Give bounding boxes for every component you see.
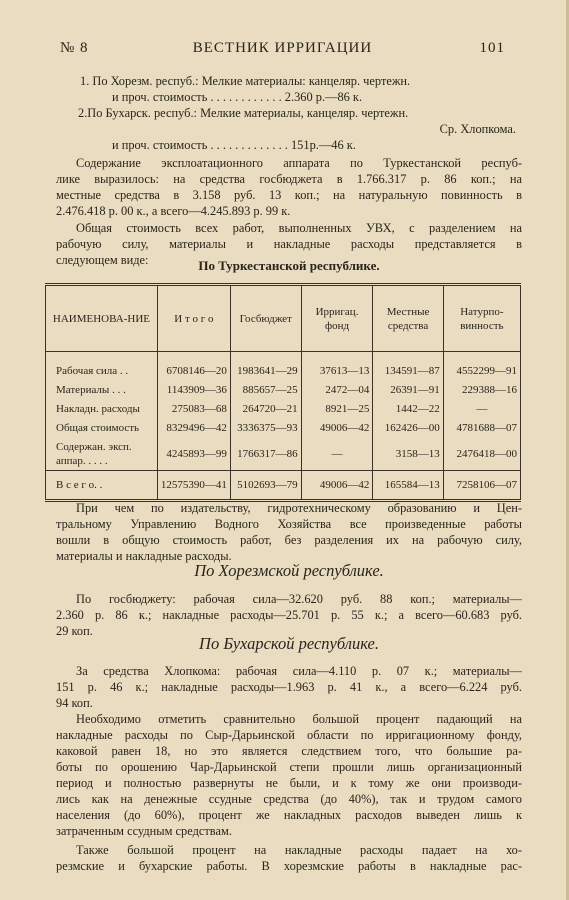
table-cell: 885657—25 bbox=[230, 381, 301, 400]
table-cell: 49006—42 bbox=[301, 419, 373, 438]
text-line: боты по орошению Чар-Дарьинской степи прошли лишь организационный bbox=[56, 760, 522, 774]
table-row bbox=[46, 438, 521, 471]
page-number: 101 bbox=[479, 40, 505, 56]
table-cell: 1442—22 bbox=[373, 400, 443, 419]
text-line: За средства Хлопкома: рабочая сила—4.110 р. 07 к.; материалы— bbox=[76, 664, 522, 678]
text-line: тральному Управлению Водного Хозяйства все произведенные работы bbox=[56, 517, 522, 531]
text-line: Необходимо отметить сравнительно большой процент падающий на bbox=[76, 712, 522, 726]
text-line: материалы и накладные расходы. bbox=[56, 549, 232, 563]
paragraph-bukhara bbox=[56, 663, 522, 711]
table-cell: 2472—04 bbox=[301, 381, 373, 400]
table-cell: 4245893—99 bbox=[157, 438, 230, 471]
paragraph-maintenance bbox=[56, 155, 522, 219]
table-cell: 26391—91 bbox=[373, 381, 443, 400]
row-label: Общая стоимость bbox=[46, 419, 158, 438]
text-line: каковой равен 18, но это является следствием того, что большие ра- bbox=[56, 744, 522, 758]
table-cell: 264720—21 bbox=[230, 400, 301, 419]
text-line: 2.360 р. 86 к.; накладные расходы—25.701 р. 55 к.; а всего—60.683 руб. bbox=[56, 608, 522, 622]
text-line: Также большой процент на накладные расходы падает на хо- bbox=[76, 843, 522, 857]
table-cell: 4552299—91 bbox=[443, 352, 520, 382]
page-header bbox=[60, 40, 505, 58]
expense-line: Ср. Хлопкома. bbox=[439, 122, 516, 136]
section-heading-bukhara: По Бухарской республике. bbox=[199, 634, 379, 653]
text-line: 94 коп. bbox=[56, 696, 93, 710]
table-cell: 1766317—86 bbox=[230, 438, 301, 471]
table-cell: 7258106—07 bbox=[443, 471, 520, 501]
table-title: По Туркестанской республике. bbox=[198, 258, 380, 273]
text-line: 29 коп. bbox=[56, 624, 93, 638]
table-row bbox=[46, 381, 521, 400]
row-label: Материалы . . . bbox=[46, 381, 158, 400]
text-line: По госбюджету: рабочая сила—32.620 руб. 88 коп.; материалы— bbox=[76, 592, 522, 606]
table-header-row bbox=[46, 285, 521, 352]
paragraph-publishing bbox=[56, 500, 522, 564]
table-cell: 162426—00 bbox=[373, 419, 443, 438]
table-cell: 134591—87 bbox=[373, 352, 443, 382]
column-header: Натурпо-винность bbox=[443, 285, 520, 352]
text-line: 151 р. 46 к.; накладные расходы—1.963 р. 41 к., а всего—6.224 руб. bbox=[56, 680, 522, 694]
column-header: Местные средства bbox=[373, 285, 443, 352]
table-row bbox=[46, 419, 521, 438]
table-cell: 4781688—07 bbox=[443, 419, 520, 438]
table-total-row bbox=[46, 471, 521, 501]
expense-line: и проч. стоимость . . . . . . . . . . . . 2.360 р.—86 к. bbox=[112, 90, 363, 104]
text-line: местные средства в 3.158 руб. 13 коп.; на натуральную повинность в bbox=[56, 188, 522, 202]
table-cell: 6708146—20 bbox=[157, 352, 230, 382]
expense-list bbox=[56, 73, 522, 153]
table-row bbox=[46, 400, 521, 419]
text-line: Общая стоимость всех работ, выполненных УВХ, с разделением на bbox=[76, 221, 522, 235]
table-cell: 8329496—42 bbox=[157, 419, 230, 438]
table-cell: 5102693—79 bbox=[230, 471, 301, 501]
table-cell: 49006—42 bbox=[301, 471, 373, 501]
paragraph-overhead bbox=[56, 711, 522, 839]
section-heading-khorezm: По Хорезмской республике. bbox=[194, 561, 384, 580]
text-line: резмские и бухарские работы. В хорезмские работы в накладные рас- bbox=[56, 859, 522, 873]
text-line: вошли в общую стоимость работ, без разделения их на рабочую силу, bbox=[56, 533, 522, 547]
text-line: Содержание эксплоатационного аппарата по Туркестанской респуб- bbox=[76, 156, 522, 170]
expense-line: 1. По Хорезм. респуб.: Мелкие материалы: канцеляр. чертежн. bbox=[80, 74, 411, 88]
column-header: НАИМЕНОВА-НИЕ bbox=[46, 285, 158, 352]
text-line: лись как на денежные ссудные средства (до 40%), так и трудом самого bbox=[56, 792, 522, 806]
text-line: При чем по издательству, гидротехническому образованию и Цен- bbox=[76, 501, 522, 515]
issue-number: № 8 bbox=[60, 40, 89, 56]
journal-title: ВЕСТНИК ИРРИГАЦИИ bbox=[192, 40, 373, 56]
table-cell: 1143909—36 bbox=[157, 381, 230, 400]
column-header: И т о г о bbox=[157, 285, 230, 352]
table-cell: 12575390—41 bbox=[157, 471, 230, 501]
table-cell: 229388—16 bbox=[443, 381, 520, 400]
text-line: рабочую силу, материалы и накладные расходы представляется в bbox=[56, 237, 522, 251]
table-cell: 37613—13 bbox=[301, 352, 373, 382]
table-cell: — bbox=[443, 400, 520, 419]
text-line: следующем виде: bbox=[56, 253, 149, 267]
column-header: Ирригац. фонд bbox=[301, 285, 373, 352]
column-header: Госбюджет bbox=[230, 285, 301, 352]
table-cell: 1983641—29 bbox=[230, 352, 301, 382]
row-label: Рабочая сила . . bbox=[46, 352, 158, 382]
paragraph-khorezm bbox=[56, 591, 522, 639]
table-cell: 2476418—00 bbox=[443, 438, 520, 471]
expense-line: и проч. стоимость . . . . . . . . . . . . . 151р.—46 к. bbox=[112, 138, 356, 152]
text-line: затраченным ссудным средствам. bbox=[56, 824, 232, 838]
table-cell: 165584—13 bbox=[373, 471, 443, 501]
row-label: Накладн. расходы bbox=[46, 400, 158, 419]
text-line: 2.476.418 р. 00 к., а всего—4.245.893 р. 99 к. bbox=[56, 204, 291, 218]
text-line: накладные расходы по Сыр-Дарьинской области по ирригационному фонду, bbox=[56, 728, 522, 742]
row-label: Содержан. эксп. аппар. . . . . bbox=[46, 438, 158, 471]
table-cell: — bbox=[301, 438, 373, 471]
expense-line: 2.По Бухарск. респуб.: Мелкие материалы, канцеляр. чертежн. bbox=[78, 106, 409, 120]
table-cell: 8921—25 bbox=[301, 400, 373, 419]
table-row bbox=[46, 352, 521, 382]
text-line: лике выразилось: на средства госбюджета в 1.766.317 р. 86 коп.; на bbox=[56, 172, 522, 186]
table-cell: 3158—13 bbox=[373, 438, 443, 471]
cost-table bbox=[45, 283, 521, 502]
table-cell: 3336375—93 bbox=[230, 419, 301, 438]
row-label: В с е г о. . bbox=[46, 471, 158, 501]
paragraph-khorezm-bukhara bbox=[56, 842, 522, 874]
text-line: населения (до 60%), процент же накладных расходов выведен лишь к bbox=[56, 808, 522, 822]
text-line: период и полностью развернуты не были, и к тому же они производи- bbox=[56, 776, 522, 790]
table-cell: 275083—68 bbox=[157, 400, 230, 419]
